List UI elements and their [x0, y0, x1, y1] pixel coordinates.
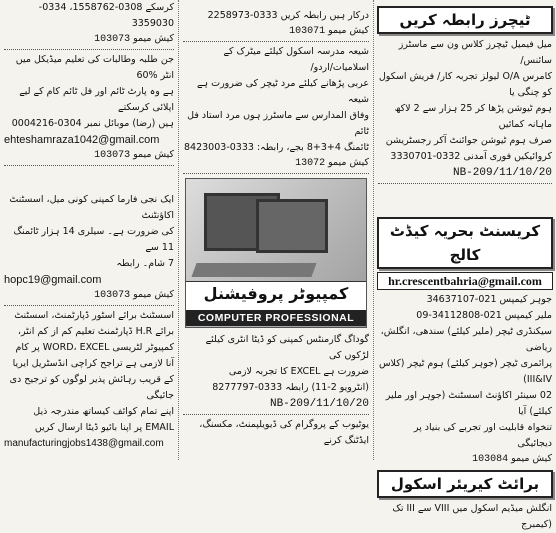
ad-text-line: پرائمری ٹیچر (جوہر کیلئے) ہوم ٹیچر (کلاس III&IV) [378, 358, 552, 385]
cash-memo: کیش میمو 103073 [94, 149, 174, 161]
ad-text-line: تنخواہ قابلیت اور تجربے کی بنیاد پر دیجائیگی [413, 422, 552, 449]
cash-memo: کیش میمو 103071 [289, 25, 369, 37]
ad-text-line: جوہر کیمپس 021-34637107 [426, 294, 552, 305]
banner-caption [186, 281, 366, 326]
ad-text-line: کروائیکیں فوری آمدنی 0332-3330701 [390, 151, 552, 162]
ad-text-line: کمپیوٹر لٹریسی WORD، EXCEL پر کام [15, 342, 174, 353]
ad-email: manufacturingjobs1438@gmail.com [4, 438, 164, 449]
computer-professional-banner [185, 178, 367, 328]
banner-title-urdu: کمپیوٹر پروفیشنل [203, 284, 349, 303]
ad-text-line: میل فیمیل ٹیچرز کلاس ون سے ماسٹرز سائنس/ [398, 39, 552, 66]
section-heading: ٹیچرز رابطہ کریں [377, 6, 553, 34]
ad-text-line: یوٹیوب کے پروگرام کی ڈیویلپمنٹ، مکسنگ، ایڈٹنگ کرنے [199, 419, 369, 446]
divider [4, 165, 174, 166]
ad-text-line: ضرورت ہے EXCEL کا تجربہ لازمی [228, 366, 369, 377]
ad-email: ehteshamraza1042@gmail.com [4, 134, 160, 146]
ad-text-line: 7 شام۔ رابطہ [116, 258, 174, 269]
ad-email: hopc19@gmail.com [4, 274, 102, 286]
spacer [374, 186, 556, 214]
ad-text-line: برائے H.R ڈپارٹمنٹ تعلیم کم از کم انٹر، [17, 326, 174, 337]
divider [183, 173, 369, 174]
section-heading: برائٹ کیریئر اسکول [377, 470, 553, 498]
ad-text-line: ٹائمنگ 4+3+8 بجے، رابطہ: 0333-8423003 [184, 142, 369, 153]
ad-text-line: عربی پڑھانے کیلئے مرد ٹیچر کی ضرورت ہے شیعہ [196, 78, 369, 105]
ad-reference: NB-209/11/10/20 [269, 398, 369, 410]
cash-memo: کیش میمو 103073 [94, 289, 174, 301]
divider [4, 49, 174, 50]
ad-text-line: ایک نجی فارما کمپنی کونی میل، اسسٹنٹ اکاؤنٹنٹ [9, 194, 174, 221]
ad-text-line: شیعہ مدرسہ اسکول کیلئے میٹرک کے اسلامیات/اردو/ [223, 46, 369, 73]
keyboard-graphic [191, 263, 316, 277]
ad-text-line: انگلش میڈیم اسکول میں VIII سے III تک (کیمبرج [392, 503, 552, 530]
divider [183, 414, 369, 415]
cash-memo: کیش میمو 13072 [295, 157, 369, 169]
ad-text-line: ہے وہ پارٹ ٹائم اور فل ٹائم کام کے لیے اپلائی کرسکتے [19, 86, 174, 113]
ad-text-line: کے قریب رہائش پذیر لوگوں کو ترجیح دی جائیگی [9, 374, 174, 401]
ad-text-line: سیکنڈری ٹیچر (ملیر کیلئے) سندھی، انگلش، ریاضی [380, 326, 552, 353]
spacer [0, 168, 178, 192]
ad-text-line: جن طلبہ وطالبات کی تعلیم میڈیکل میں انٹر %60 [15, 54, 174, 81]
college-email: hr.crescentbahria@gmail.com [377, 272, 553, 290]
middle-column [179, 0, 374, 460]
divider [378, 183, 552, 184]
ad-text-line: ملیر کیمپس 021-34112808-09 [416, 310, 552, 321]
section-heading: کریسنٹ بحریہ کیڈٹ کالج [377, 217, 553, 269]
banner-title-english: COMPUTER PROFESSIONAL [186, 310, 366, 326]
left-column [0, 0, 179, 460]
ad-text-line: ہوم ٹیوشن پڑھا کر 25 ہزار سے 2 لاکھ ماہانہ کمائیں [394, 103, 552, 130]
ad-text-line: اسسٹنٹ برائے اسٹور ڈپارٹمنٹ، اسسٹنٹ [14, 310, 174, 321]
divider [183, 41, 369, 42]
ad-text-line: (انٹرویو 2-11) رابطہ 0333-8277797 [212, 382, 369, 393]
ad-text-line: کی ضرورت ہے۔ سیلری 14 ہزار ٹائمنگ 11 سے [13, 226, 174, 253]
cash-memo: کیش میمو 103084 [472, 453, 552, 465]
ad-text-line: صرف ہوم ٹیوشن جوائنٹ آکر رجسٹریشن [385, 135, 552, 146]
ad-text-line: EMAIL پر اپنا بائیو ڈیٹا ارسال کریں [34, 422, 174, 433]
ad-text-line: کامرس O/A لیولز تجربہ کار/ فریش اسکول کو چنگی یا [378, 71, 552, 98]
ad-text-line: گوداگ گارمنٹس کمپنی کو ڈیٹا انٹری کیلئے لڑکوں کی [205, 334, 369, 361]
ad-text-line: وفاق المدارس سے ماسٹرز ہوں مرد استاد فل ٹائم [187, 110, 369, 137]
divider [4, 305, 174, 306]
ad-text-line: آنا لازمی ہے تراجح کراچی انڈسٹریل ایریا [12, 358, 174, 369]
ad-contact-line: کرسکے 0308-1558762، 0334-3359030 [38, 2, 174, 29]
ad-reference: NB-209/11/10/20 [452, 167, 552, 179]
monitor-graphic [256, 199, 328, 253]
ad-text-line: ہیں (رضا) موبائل نمبر 0304-0004216 [11, 118, 174, 129]
ad-text-line: 02 سینئر اکاؤنٹ اسسٹنٹ (جوہر اور ملیر کیلئے) آیا [385, 390, 552, 417]
ad-text-line: درکار ہیں رابطہ کریں 0333-2258973 [207, 10, 369, 21]
ad-text-line: اپنے تمام کوائف کیساتھ مندرجہ ذیل [33, 406, 174, 417]
cash-memo: کیش میمو 103073 [94, 33, 174, 45]
right-column [374, 0, 556, 530]
